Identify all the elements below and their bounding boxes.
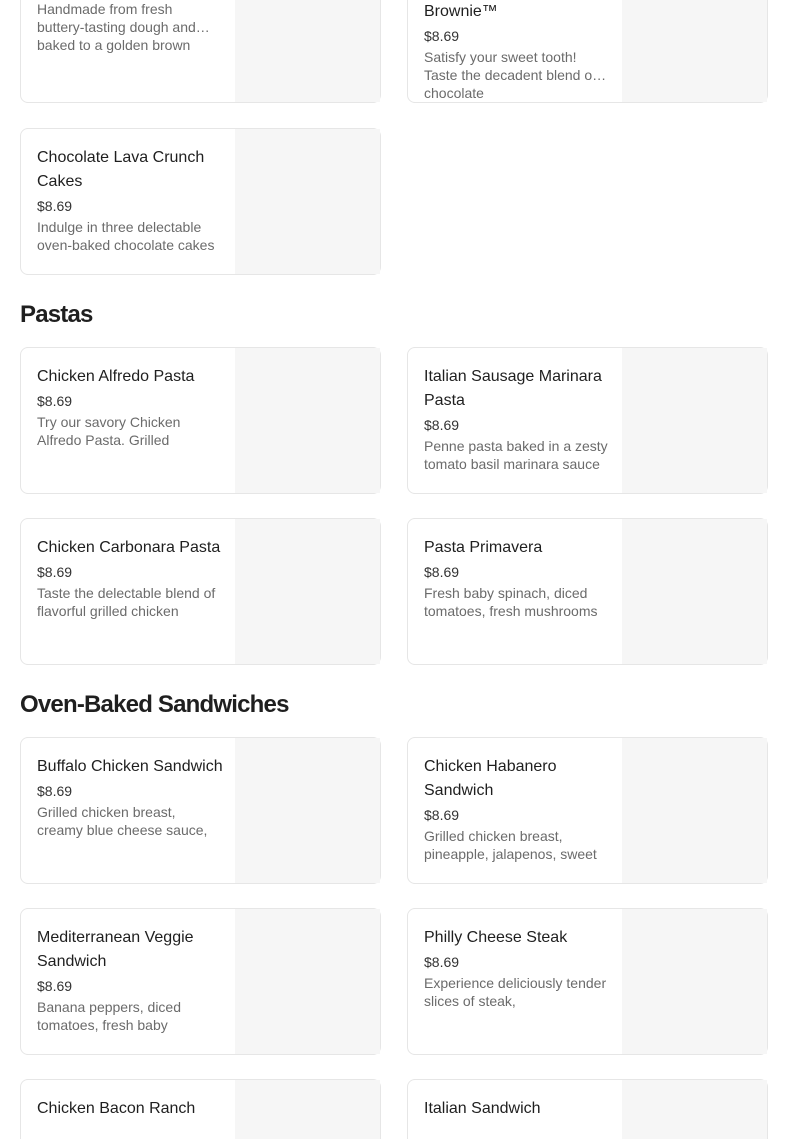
menu-item-title: Chicken Habanero Sandwich	[424, 758, 557, 799]
menu-item-text	[37, 755, 223, 839]
menu-item-description: Try our savory Chicken Alfredo Pasta. Grilled	[37, 414, 181, 448]
menu-item-title: Italian Sandwich	[424, 1100, 541, 1117]
menu-item-title: Brownie™	[424, 3, 498, 20]
menu-item-card[interactable]	[407, 1079, 768, 1139]
menu-item-image	[622, 1080, 767, 1139]
menu-item-text	[37, 1097, 223, 1121]
menu-item-text	[37, 365, 223, 449]
menu-item-image	[622, 519, 767, 664]
menu-item-card[interactable]	[20, 908, 381, 1055]
menu-item-image	[235, 909, 380, 1054]
menu-item-image	[622, 909, 767, 1054]
menu-item-image	[235, 738, 380, 883]
menu-item-image	[622, 738, 767, 883]
menu-item-image	[235, 348, 380, 493]
menu-item-text	[37, 146, 223, 254]
menu-item-image	[622, 348, 767, 493]
menu-item-card[interactable]	[20, 128, 381, 275]
menu-item-card[interactable]	[20, 737, 381, 884]
menu-item-description: Grilled chicken breast, pineapple, jalapenos, sweet	[424, 828, 597, 862]
menu-item-description: Penne pasta baked in a zesty tomato basil marinara sauce	[424, 438, 608, 472]
menu-item-image	[235, 1080, 380, 1139]
menu-item-card[interactable]	[407, 908, 768, 1055]
menu-item-price: $8.69	[37, 198, 73, 214]
menu-item-card[interactable]	[20, 0, 381, 103]
menu-item-price: $8.69	[424, 954, 460, 970]
menu-item-title: Buffalo Chicken Sandwich	[37, 758, 223, 775]
menu-item-card[interactable]	[20, 518, 381, 665]
menu-item-text	[37, 0, 223, 53]
menu-item-price: $8.69	[424, 564, 460, 580]
menu-item-price: $8.69	[424, 417, 460, 433]
menu-item-price: $8.69	[37, 783, 73, 799]
menu-item-title: Chocolate Lava Crunch Cakes	[37, 149, 205, 190]
menu-item-text	[424, 536, 610, 620]
menu-item-card[interactable]	[407, 347, 768, 494]
menu-item-card[interactable]	[407, 518, 768, 665]
menu-item-description: Experience deliciously tender slices of steak,	[424, 975, 607, 1009]
menu-item-image	[235, 0, 380, 102]
menu-item-description: Grilled chicken breast, creamy blue cheese sauce,	[37, 804, 208, 838]
menu-item-text	[424, 926, 610, 1010]
menu-item-title: Chicken Bacon Ranch	[37, 1100, 196, 1117]
menu-item-price: $8.69	[424, 28, 460, 44]
menu-item-title: Chicken Alfredo Pasta	[37, 368, 195, 385]
menu-item-image	[235, 519, 380, 664]
section-title-sandwiches: Oven-Baked Sandwiches	[20, 691, 289, 718]
menu-item-text	[424, 1097, 610, 1121]
menu-item-text	[424, 365, 610, 473]
menu-item-image	[235, 129, 380, 274]
menu-item-price: $8.69	[37, 393, 73, 409]
menu-item-price: $8.69	[37, 978, 73, 994]
section-title-pastas: Pastas	[20, 301, 93, 328]
menu-item-card[interactable]	[407, 0, 768, 103]
menu-item-description: Banana peppers, diced tomatoes, fresh baby	[37, 999, 181, 1033]
menu-item-title: Philly Cheese Steak	[424, 929, 568, 946]
menu-item-description: Handmade from fresh buttery-tasting dough and baked to a golden brown	[37, 1, 196, 53]
menu-item-description: Taste the delectable blend of flavorful grilled chicken	[37, 585, 216, 619]
menu-item-title: Italian Sausage Marinara Pasta	[424, 368, 602, 409]
menu-item-card[interactable]	[20, 347, 381, 494]
menu-item-title: Mediterranean Veggie Sandwich	[37, 929, 194, 970]
menu-item-text	[424, 755, 610, 863]
menu-item-description: Satisfy your sweet tooth! Taste the decadent blend of chocolate	[424, 49, 597, 101]
menu-item-text	[424, 0, 610, 101]
menu-item-title: Chicken Carbonara Pasta	[37, 539, 221, 556]
menu-item-description: Fresh baby spinach, diced tomatoes, fresh mushrooms	[424, 585, 598, 619]
menu-item-card[interactable]	[20, 1079, 381, 1139]
menu-item-text	[37, 536, 223, 620]
menu-item-description: Indulge in three delectable oven-baked chocolate cakes	[37, 219, 215, 253]
menu-item-text	[37, 926, 223, 1034]
menu-item-card[interactable]	[407, 737, 768, 884]
menu-item-title: Pasta Primavera	[424, 539, 543, 556]
menu-item-price: $8.69	[424, 807, 460, 823]
menu-item-price: $8.69	[37, 564, 73, 580]
menu-item-image	[622, 0, 767, 102]
